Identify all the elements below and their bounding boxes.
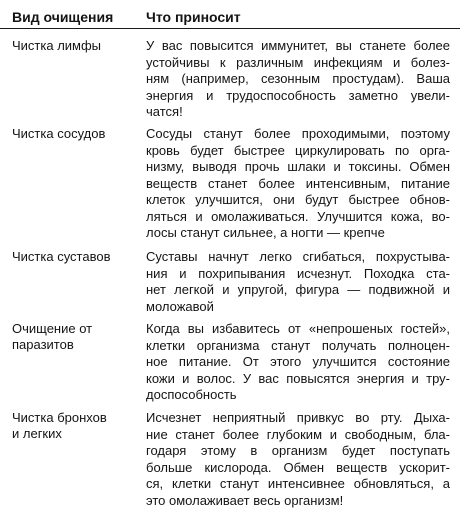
cleansing-benefit <box>146 410 452 509</box>
benefit-line: энергия и трудоспособность заметно увели- <box>146 87 450 103</box>
benefit-line: клеток улучшится, они будут быстрее обнов- <box>146 192 450 207</box>
cleansing-type-line: Чистка лимфы <box>12 38 102 53</box>
benefit-line: Сосуды станут более проходимыми, поэтому <box>146 126 450 141</box>
cleansing-type-line: Чистка суставов <box>12 249 111 264</box>
benefit-line: больше кислорода. Обмен веществ ускорит- <box>146 459 450 475</box>
cleansing-type <box>12 38 138 54</box>
cleansing-type <box>12 249 138 265</box>
cleansing-type <box>12 410 138 442</box>
benefit-line: годаря этому в организм будет поступать <box>146 443 450 458</box>
benefit-line: Когда вы избавитесь от «непрошеных гостей», <box>146 321 450 336</box>
table-header <box>0 6 460 29</box>
benefit-line: нет легкой и упругой, фигура — подвижной и <box>146 282 450 297</box>
cleansing-benefit <box>146 126 452 242</box>
benefit-line: кровь будет быстрее циркулировать по орга- <box>146 142 450 158</box>
cleansing-benefit <box>146 321 452 404</box>
benefit-line: кожи и волос. У вас повысятся энергия и тру- <box>146 370 450 386</box>
cleansing-type-line: Чистка сосудов <box>12 126 106 141</box>
benefit-line: доспособность <box>146 387 237 402</box>
cleansing-type-line: Очищение от <box>12 321 93 336</box>
benefit-line: это омолаживает весь организм! <box>146 492 344 508</box>
benefit-line: лосы станут сильнее, а ногти — крепче <box>146 225 385 240</box>
cleansing-type-line: Чистка бронхов <box>12 410 107 425</box>
cleansing-benefit <box>146 38 452 121</box>
cleansing-benefit <box>146 249 452 315</box>
benefit-line: У вас повысится иммунитет, вы станете более <box>146 38 450 53</box>
benefit-line: клетки организма станут получать полноцен- <box>146 337 450 353</box>
cleansing-type <box>12 321 138 353</box>
benefit-line: ся, клетки станут интенсивнее обновляться, а <box>146 476 450 491</box>
benefit-line: Суставы начнут легко сгибаться, похрустыва- <box>146 249 450 264</box>
cleansing-type-line: и легких <box>12 426 62 441</box>
column-header-type: Вид очищения <box>12 9 114 25</box>
cleansing-type-line: паразитов <box>12 337 74 352</box>
benefit-line: Исчезнет неприятный привкус во рту. Дыха- <box>146 410 450 425</box>
benefit-line: ние станет более глубоким и свободным, бла- <box>146 426 450 442</box>
benefit-line: ное питание. От этого улучшится состояние <box>146 354 450 369</box>
benefit-line: чатся! <box>146 104 183 119</box>
benefit-line: ням (например, сезонным простудам). Ваша <box>146 71 450 86</box>
benefit-line: устойчивы к различным инфекциям и болез- <box>146 54 450 70</box>
benefit-line: ляться и омолаживаться. Улучшится кожа, во- <box>146 208 450 224</box>
benefit-line: веществ станет более интенсивным, питание <box>146 175 450 191</box>
benefit-line: низму, выводя прочь шлаки и токсины. Обмен <box>146 159 450 174</box>
column-header-benefit: Что приносит <box>146 9 241 25</box>
cleansing-type <box>12 126 138 142</box>
benefit-line: ния и похрипывания исчезнут. Походка ста- <box>146 265 450 281</box>
benefit-line: моложавой <box>146 298 214 314</box>
